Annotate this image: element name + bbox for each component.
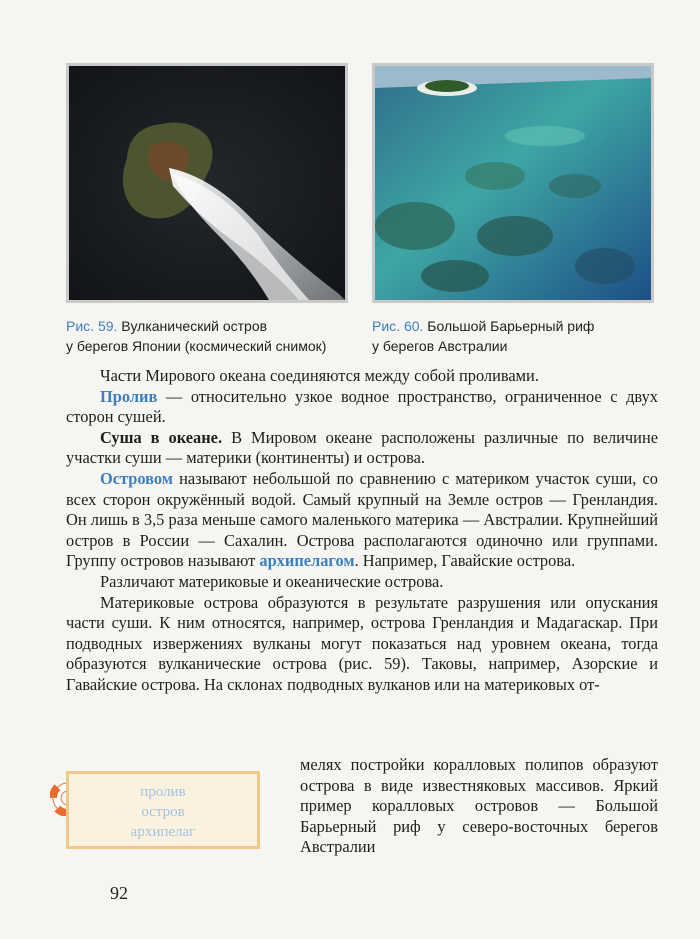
vocab-word-strait: пролив (140, 784, 186, 800)
vocab-word-archipelago: архипелаг (130, 824, 196, 840)
figure-60-caption-text: Большой Барьерный риф у берегов Австралии (372, 318, 595, 354)
paragraph-island-types: Различают материковые и океанические острова. (100, 571, 444, 591)
main-text-continued (300, 755, 658, 858)
figure-59-caption-text: Вулканический остров у берегов Японии (космический снимок) (66, 318, 327, 354)
figure-59-image (66, 63, 348, 303)
figure-59-caption (66, 316, 356, 356)
figure-59-number: Рис. 59. (66, 318, 118, 334)
main-text (66, 366, 658, 696)
paragraph-island-definition (66, 469, 658, 572)
figure-60-number: Рис. 60. (372, 318, 424, 334)
figure-60-image (372, 63, 654, 303)
paragraph-mainland-islands: Материковые острова образуются в результате разрушения или опускания части суши. К ним относятся, например, острова Гренландия и Мадагаскар. При подводных извержениях вулканы могут показаться над уровнем океана, тогда образуются вулканические острова (рис. 59). Таковы, например, Азорские и Гавайские острова. На склонах подводных вулканов или на материковых от- (66, 592, 658, 694)
island-text-a: называют небольшой по сравнению с материком участок суши, со всех сторон окружённый водой. Самый крупный на Земле остров — Гренландия. Он лишь в 3,5 раза меньше самого маленького материка — Австралии. Крупнейший остров в России — Сахалин. Острова располагаются одиночно или группами. Группу островов называют (66, 468, 658, 571)
page-number: 92 (110, 883, 128, 903)
term-archipelago: архипелагом (259, 551, 355, 571)
strait-definition-text: — относительно узкое водное пространство, ограниченное с двух сторон сушей. (66, 386, 658, 427)
figure-60-caption (372, 316, 662, 356)
paragraph-strait-definition (66, 387, 658, 428)
land-in-ocean-text: В Мировом океане расположены различные по величине участки суши — материки (континенты) и острова. (66, 427, 658, 468)
paragraph-coral-islands: мелях постройки коралловых полипов образуют острова в виде известняковых массивов. Яркий пример коралловых островов — Большой Барьерный риф у северо-восточных берегов Австралии (300, 755, 658, 857)
paragraph-straits: Части Мирового океана соединяются между собой проливами. (100, 366, 539, 385)
term-island: Островом (100, 468, 173, 488)
vocabulary-box (66, 771, 260, 849)
island-text-b: . Например, Гавайские острова. (354, 551, 576, 571)
vocab-word-island: остров (141, 804, 185, 820)
paragraph-land-in-ocean (66, 428, 658, 469)
section-heading: Суша в океане. (100, 427, 223, 447)
term-strait: Пролив (100, 386, 158, 406)
